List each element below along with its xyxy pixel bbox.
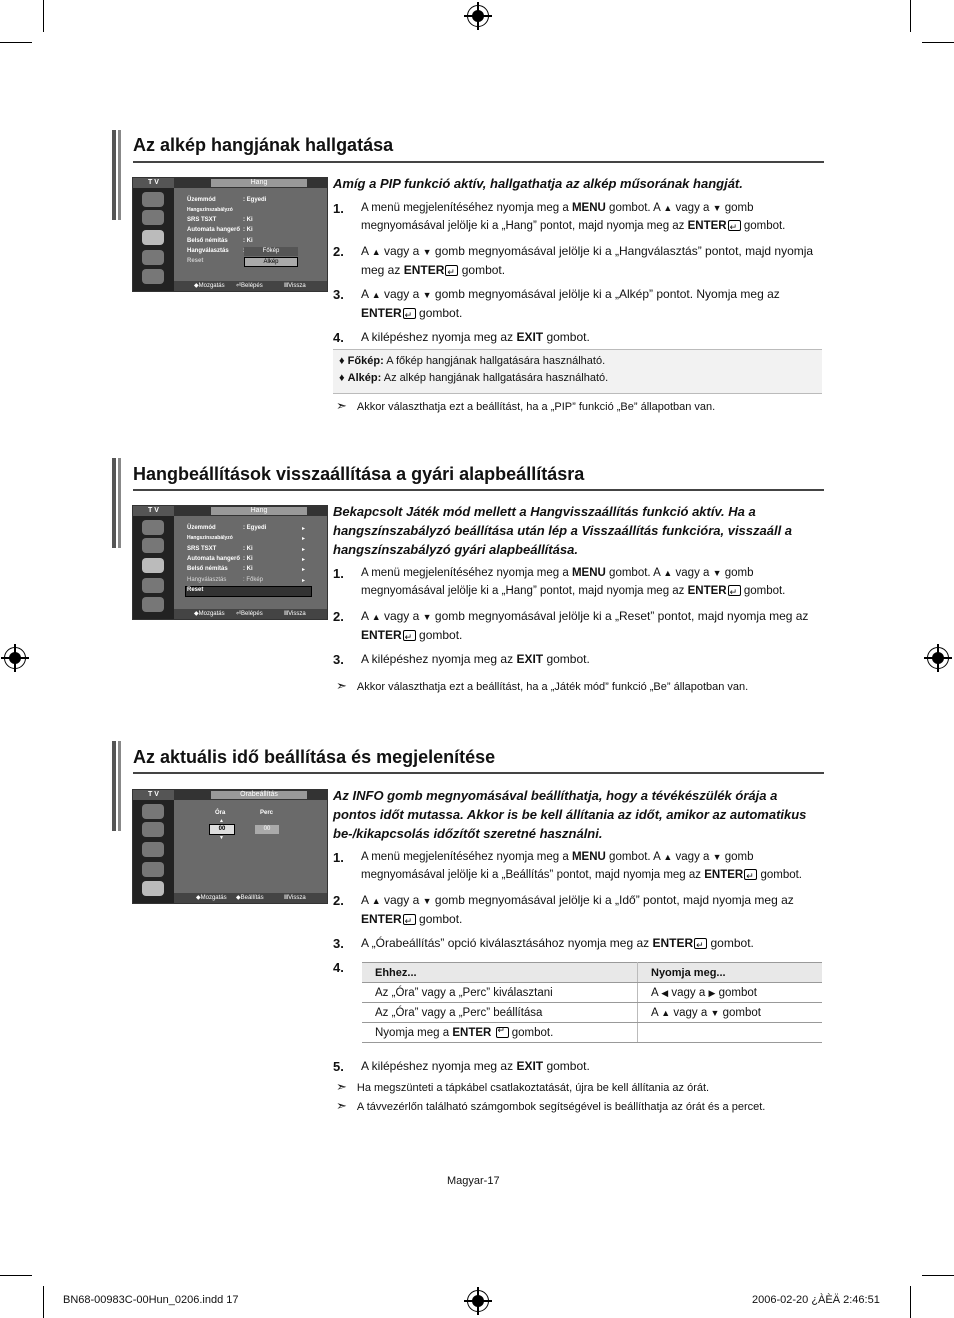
down-arrow-icon: ▼: [712, 568, 722, 578]
picture-icon: [142, 822, 164, 837]
osd-row-value: : Főkép: [243, 577, 264, 583]
info-box: [333, 349, 822, 394]
key-table: [362, 962, 822, 1043]
osd-menu-screenshot: [132, 789, 328, 904]
osd-row-value: : Ki: [243, 556, 253, 562]
osd-row-label: Reset: [187, 258, 204, 264]
note: ➣ Akkor választhatja ezt a beállítást, ha a „Játék mód” funkció „Be” állapotban van.: [336, 678, 749, 693]
osd-row-value: : Egyedi: [243, 525, 267, 531]
table-header-row: [362, 963, 822, 983]
up-arrow-icon: ▲: [371, 612, 381, 622]
table-row: [362, 983, 822, 1003]
crop-mark: [910, 0, 911, 32]
up-arrow-icon: ▲: [663, 203, 673, 213]
osd-menu-title: Órabeállítás: [211, 791, 307, 799]
arrow-right-icon: ▸: [301, 567, 305, 573]
osd-popup-option: Főkép: [244, 247, 298, 256]
osd-minute-label: Perc: [260, 810, 274, 816]
step-number: 3.: [333, 652, 344, 667]
enter-icon: [744, 869, 757, 880]
osd-hour-label: Óra: [215, 810, 226, 816]
up-arrow-icon: ▲: [371, 247, 381, 257]
osd-footer: ◆Mozgatás ◆Beállítás ⅢVissza: [174, 893, 327, 903]
section-bar: [112, 741, 116, 831]
step-number: 5.: [333, 1059, 344, 1074]
step-number: 2.: [333, 244, 344, 259]
step-text: A ▲ vagy a ▼ gomb megnyomásával jelölje ki a „Idő” pontot, majd nyomja meg az ENTER↵ gombot.: [361, 891, 821, 928]
step-text: A kilépéshez nyomja meg az EXIT gombot.: [361, 1059, 590, 1073]
table-cell: [638, 1023, 823, 1043]
step-text: A menü megjelenítéséhez nyomja meg a MENU gombot. A ▲ vagy a ▼ gomb megnyomásával jelölje ki a „Hang” pontot, majd nyomja meg az ENTER↵ gombot.: [361, 199, 821, 235]
picture-icon: [142, 192, 164, 207]
down-arrow-icon: ▼: [219, 835, 224, 841]
note-arrow-icon: ➣: [336, 398, 347, 413]
section-title: Hangbeállítások visszaállítása a gyári alapbeállításra: [133, 464, 585, 484]
note-arrow-icon: ➣: [336, 678, 347, 693]
osd-row-value: : Ki: [243, 546, 253, 552]
enter-icon: [728, 220, 741, 231]
crop-mark: [922, 42, 954, 43]
enter-icon: [728, 585, 741, 596]
note: ➣ Ha megszünteti a tápkábel csatlakoztatását, újra be kell állítania az órát.: [336, 1079, 710, 1094]
step-text: A ▲ vagy a ▼ gomb megnyomásával jelölje ki a „Alkép” pontot. Nyomja meg az ENTER↵ gombot.: [361, 285, 821, 322]
down-arrow-icon: ▼: [712, 852, 722, 862]
osd-tv-label: T V: [133, 178, 174, 188]
crop-mark: [43, 0, 44, 32]
arrow-right-icon: ▸: [301, 526, 305, 532]
note: ➣ Akkor választhatja ezt a beállítást, ha a „PIP” funkció „Be” állapotban van.: [336, 398, 716, 413]
crop-mark: [0, 1275, 32, 1276]
section-rule: [133, 489, 824, 491]
section-bar: [118, 130, 121, 220]
osd-row-value: : Ki: [243, 238, 253, 244]
osd-menu-title: Hang: [211, 507, 307, 515]
osd-tv-label: T V: [133, 506, 174, 516]
arrow-right-icon: ▸: [301, 536, 305, 542]
osd-row-label: Belső némítás: [187, 238, 228, 244]
osd-row-label: Hangszínszabályzó: [187, 207, 233, 213]
osd-menu-screenshot: [132, 177, 328, 292]
osd-footer: ◆Mozgatás ⏎Belépés ⅢVissza: [174, 609, 327, 619]
up-arrow-icon: ▲: [663, 852, 673, 862]
table-row: [362, 1023, 822, 1043]
section-bar: [118, 458, 121, 548]
step-number: 2.: [333, 893, 344, 908]
registration-mark-icon: [467, 5, 489, 27]
note-arrow-icon: ➣: [336, 1098, 347, 1113]
sound-icon: [142, 558, 164, 573]
enter-icon: [403, 914, 416, 925]
table-cell: A ▲ vagy a ▼ gombot: [638, 1003, 823, 1023]
osd-row-value: : Ki: [243, 217, 253, 223]
channel-icon: [142, 578, 164, 593]
step-number: 1.: [333, 850, 344, 865]
bullet-item: ♦ Főkép: A főkép hangjának hallgatására használható.: [339, 355, 606, 367]
sound-icon: [142, 230, 164, 245]
arrow-right-icon: ▸: [301, 547, 305, 553]
section-title: Az alkép hangjának hallgatása: [133, 135, 394, 155]
table-header-cell: Ehhez...: [362, 963, 638, 983]
osd-row-value: : Egyedi: [243, 197, 267, 203]
section-rule: [133, 161, 824, 163]
bullet-item: ♦ Alkép: Az alkép hangjának hallgatására használható.: [339, 372, 609, 384]
page-number: Magyar-17: [447, 1175, 500, 1187]
arrow-right-icon: ▸: [301, 557, 305, 563]
registration-mark-icon: [467, 1290, 489, 1312]
arrow-right-icon: ▸: [301, 578, 305, 584]
table-row: [362, 1003, 822, 1023]
right-arrow-icon: ▶: [708, 987, 716, 998]
down-arrow-icon: ▼: [710, 1007, 720, 1018]
down-arrow-icon: ▼: [422, 247, 432, 257]
osd-row-label: Hangválasztás: [187, 248, 229, 254]
enter-icon: [694, 938, 707, 949]
section-title: Az aktuális idő beállítása és megjelenítése: [133, 747, 496, 767]
step-text: A menü megjelenítéséhez nyomja meg a MENU gombot. A ▲ vagy a ▼ gomb megnyomásával jelölje ki a „Beállítás” pontot, majd nyomja meg az ENTER↵ gombot.: [361, 848, 821, 884]
up-arrow-icon: ▲: [663, 568, 673, 578]
table-cell: Az „Óra” vagy a „Perc” beállítása: [362, 1003, 638, 1023]
osd-row-value: : Ki: [243, 227, 253, 233]
registration-mark-icon: [927, 647, 949, 669]
section-bar: [118, 741, 121, 831]
picture-icon: [142, 538, 164, 553]
up-arrow-icon: ▲: [371, 290, 381, 300]
step-number: 1.: [333, 566, 344, 581]
osd-row-value: : Ki: [243, 566, 253, 572]
intro-text: Bekapcsolt Játék mód mellett a Hangvisszaállítás funkció aktív. Ha a hangszínszabályzó beállítása után lép a Visszaállítás funkcióra, visszaáll a hangszínszabályzó gyári alapbeállítása.: [333, 504, 793, 557]
step-number: 3.: [333, 936, 344, 951]
osd-popup-option-selected: Alkép: [244, 257, 298, 267]
crop-mark: [922, 1275, 954, 1276]
step-text: A kilépéshez nyomja meg az EXIT gombot.: [361, 330, 590, 344]
note-arrow-icon: ➣: [336, 1079, 347, 1094]
down-arrow-icon: ▼: [422, 896, 432, 906]
down-arrow-icon: ▼: [422, 290, 432, 300]
osd-footer: ◆Mozgatás ⏎Belépés ⅢVissza: [174, 281, 327, 291]
sound-icon: [142, 842, 164, 857]
osd-row-label: SRS TSXT: [187, 217, 217, 223]
channel-icon: [142, 250, 164, 265]
enter-icon: [496, 1027, 509, 1038]
osd-row-label: Automata hangerő: [187, 556, 241, 562]
step-text: A menü megjelenítéséhez nyomja meg a MENU gombot. A ▲ vagy a ▼ gomb megnyomásával jelölje ki a „Hang” pontot, majd nyomja meg az ENTER↵ gombot.: [361, 564, 821, 600]
step-text: A kilépéshez nyomja meg az EXIT gombot.: [361, 652, 590, 666]
crop-mark: [0, 42, 32, 43]
osd-row-label: Belső némítás: [187, 566, 228, 572]
osd-menu-title: Hang: [211, 179, 307, 187]
table-cell: Az „Óra” vagy a „Perc” kiválasztani: [362, 983, 638, 1003]
osd-tv-label: T V: [133, 790, 174, 800]
enter-icon: [403, 308, 416, 319]
enter-icon: [403, 630, 416, 641]
osd-hour-value: 00: [209, 824, 235, 835]
crop-mark: [43, 1286, 44, 1318]
osd-row-label: Hangszínszabályzó: [187, 535, 233, 541]
picture-icon: [142, 520, 164, 535]
down-arrow-icon: ▼: [712, 203, 722, 213]
registration-mark-icon: [4, 647, 26, 669]
osd-row-label-selected: Reset: [187, 587, 204, 593]
left-arrow-icon: ◀: [661, 987, 669, 998]
crop-mark: [910, 1286, 911, 1318]
enter-icon: [445, 265, 458, 276]
down-arrow-icon: ▼: [422, 612, 432, 622]
intro-text: Amíg a PIP funkció aktív, hallgathatja az alkép műsorának hangját.: [333, 176, 743, 191]
table-cell: Nyomja meg a ENTER ↵ gombot.: [362, 1023, 638, 1043]
osd-row-label: Üzemmód: [187, 525, 216, 531]
step-number: 4.: [333, 330, 344, 345]
setup-icon: [142, 881, 164, 896]
step-number: 2.: [333, 609, 344, 624]
step-text: A ▲ vagy a ▼ gomb megnyomásával jelölje ki a „Reset” pontot, majd nyomja meg az ENTER↵ gombot.: [361, 607, 821, 644]
step-number: 3.: [333, 287, 344, 302]
step-number: 4.: [333, 960, 344, 975]
up-arrow-icon: ▲: [371, 896, 381, 906]
step-text: A ▲ vagy a ▼ gomb megnyomásával jelölje ki a „Hangválasztás” pontot, majd nyomja meg az ENTER↵ gombot.: [361, 242, 821, 279]
footer-file-info: BN68-00983C-00Hun_0206.indd 17: [63, 1294, 239, 1306]
up-arrow-icon: ▲: [219, 818, 224, 824]
table-cell: A ◀ vagy a ▶ gombot: [638, 983, 823, 1003]
note: ➣ A távvezérlőn található számgombok segítségével is beállíthatja az órát és a percet.: [336, 1098, 766, 1113]
osd-menu-screenshot: [132, 505, 328, 620]
section-rule: [133, 772, 824, 774]
table-header-cell: Nyomja meg...: [638, 963, 823, 983]
picture-icon: [142, 210, 164, 225]
step-number: 1.: [333, 201, 344, 216]
section-bar: [112, 458, 116, 548]
setup-icon: [142, 597, 164, 612]
osd-minute-value: 00: [255, 825, 279, 834]
step-text: A „Órabeállítás” opció kiválasztásához nyomja meg az ENTER↵ gombot.: [361, 934, 821, 952]
osd-row-label: Üzemmód: [187, 197, 216, 203]
osd-row-label: SRS TSXT: [187, 546, 217, 552]
picture-icon: [142, 804, 164, 819]
setup-icon: [142, 269, 164, 284]
footer-timestamp: 2006-02-20 ¿ÀÈÄ 2:46:51: [752, 1294, 880, 1306]
up-arrow-icon: ▲: [661, 1007, 671, 1018]
channel-icon: [142, 862, 164, 877]
osd-row-label: Automata hangerő: [187, 227, 241, 233]
section-bar: [112, 130, 116, 220]
osd-row-label: Hangválasztás: [187, 577, 227, 583]
intro-text: Az INFO gomb megnyomásával beállíthatja, hogy a tévékészülék órája a pontos időt mutassa. Akkor is be kell állítania az időt, amikor az automatikus be-/kikapcsolás időzítőt szeretné használni.: [333, 788, 807, 841]
